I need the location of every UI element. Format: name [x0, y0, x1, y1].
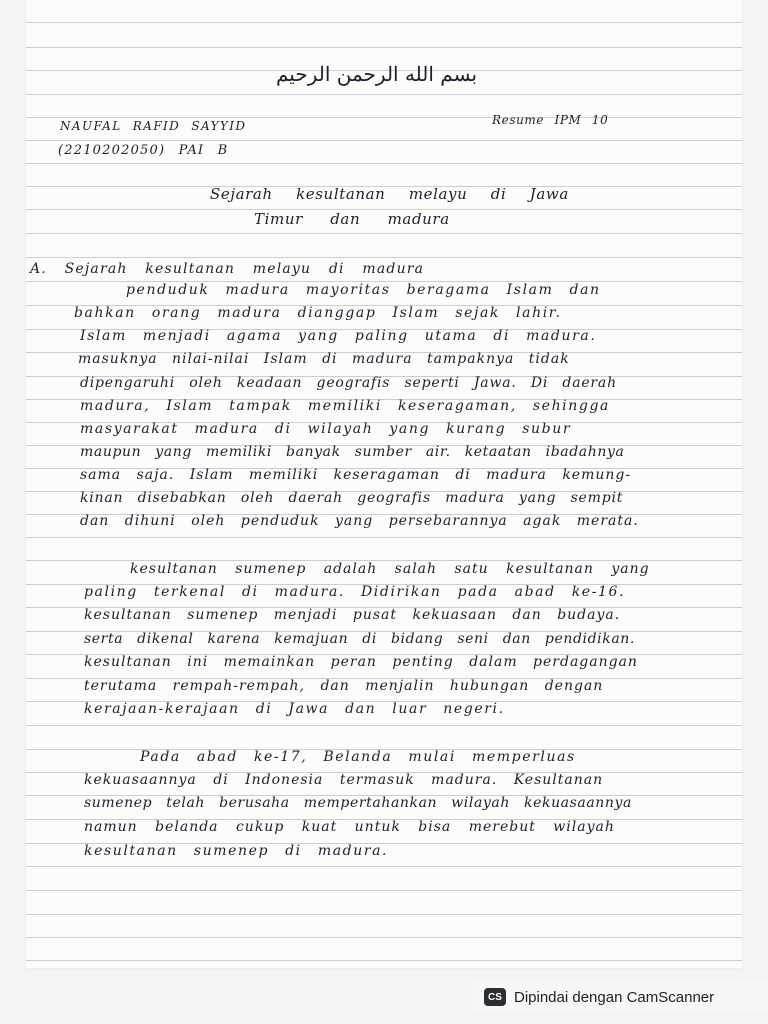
scanner-watermark-text: Dipindai dengan CamScanner — [514, 988, 715, 1006]
document-title-line-1: Sejarah kesultanan melayu di Jawa — [210, 185, 569, 203]
ruled-line — [26, 725, 742, 726]
paragraph-3-line: kekuasaannya di Indonesia termasuk madura. Kesultanan — [84, 772, 604, 788]
paragraph-1-line: madura, Islam tampak memiliki keseragaman, sehingga — [80, 398, 610, 414]
paragraph-2-line: kesultanan sumenep adalah salah satu kesultanan yang — [130, 561, 650, 577]
notebook-page — [26, 0, 742, 968]
paragraph-1-line: masyarakat madura di wilayah yang kurang subur — [80, 421, 572, 437]
ruled-line — [26, 914, 742, 915]
paragraph-1-line: dipengaruhi oleh keadaan geografis seperti Jawa. Di daerah — [80, 375, 617, 391]
ruled-line — [26, 257, 742, 258]
paragraph-1-line: kinan disebabkan oleh daerah geografis madura yang sempit — [80, 490, 624, 506]
paragraph-1-line: dan dihuni oleh penduduk yang persebarannya agak merata. — [80, 513, 639, 529]
paragraph-1-line: masuknya nilai-nilai Islam di madura tampaknya tidak — [78, 351, 570, 367]
ruled-line — [26, 960, 742, 961]
paragraph-3-line: sumenep telah berusaha mempertahankan wilayah kekuasaannya — [84, 795, 632, 811]
scanner-watermark — [472, 982, 768, 1012]
paragraph-1-line: sama saja. Islam memiliki keseragaman di madura kemung- — [80, 467, 632, 483]
ruled-line — [26, 22, 742, 23]
ruled-line — [26, 47, 742, 48]
ruled-line — [26, 140, 742, 141]
paragraph-2-line: kesultanan ini memainkan peran penting dalam perdagangan — [84, 654, 638, 670]
camscanner-logo-icon: CS — [484, 988, 506, 1006]
resume-label: Resume IPM 10 — [492, 113, 609, 127]
paragraph-2-line: terutama rempah-rempah, dan menjalin hubungan dengan — [84, 678, 604, 694]
paragraph-3-line: kesultanan sumenep di madura. — [84, 843, 389, 859]
paragraph-1-line: maupun yang memiliki banyak sumber air. ketaatan ibadahnya — [80, 444, 625, 460]
paragraph-1-line: penduduk madura mayoritas beragama Islam dan — [126, 282, 601, 298]
paragraph-2-line: kerajaan-kerajaan di Jawa dan luar negeri. — [84, 701, 505, 717]
paragraph-2-line: kesultanan sumenep menjadi pusat kekuasaan dan budaya. — [84, 607, 621, 623]
student-id-class: (2210202050) PAI B — [58, 143, 229, 158]
paragraph-3-line: Pada abad ke-17, Belanda mulai memperluas — [140, 749, 576, 765]
ruled-line — [26, 937, 742, 938]
paragraph-2-line: serta dikenal karena kemajuan di bidang seni dan pendidikan. — [84, 631, 635, 647]
ruled-line — [26, 233, 742, 234]
ruled-line — [26, 537, 742, 538]
paragraph-1-line: bahkan orang madura dianggap Islam sejak lahir. — [74, 305, 562, 321]
bismillah-heading: بسم الله الرحمن الرحيم — [276, 62, 478, 86]
ruled-line — [26, 94, 742, 95]
document-title-line-2: Timur dan madura — [254, 210, 450, 228]
ruled-line — [26, 163, 742, 164]
ruled-line — [26, 117, 742, 118]
ruled-line — [26, 890, 742, 891]
paragraph-3-line: namun belanda cukup kuat untuk bisa merebut wilayah — [84, 819, 615, 835]
paragraph-2-line: paling terkenal di madura. Didirikan pada abad ke-16. — [84, 584, 626, 600]
paragraph-1-line: Islam menjadi agama yang paling utama di madura. — [80, 328, 597, 344]
ruled-line — [26, 866, 742, 867]
student-name: NAUFAL RAFID SAYYID — [60, 119, 247, 133]
section-a-heading: A. Sejarah kesultanan melayu di madura — [30, 261, 425, 277]
